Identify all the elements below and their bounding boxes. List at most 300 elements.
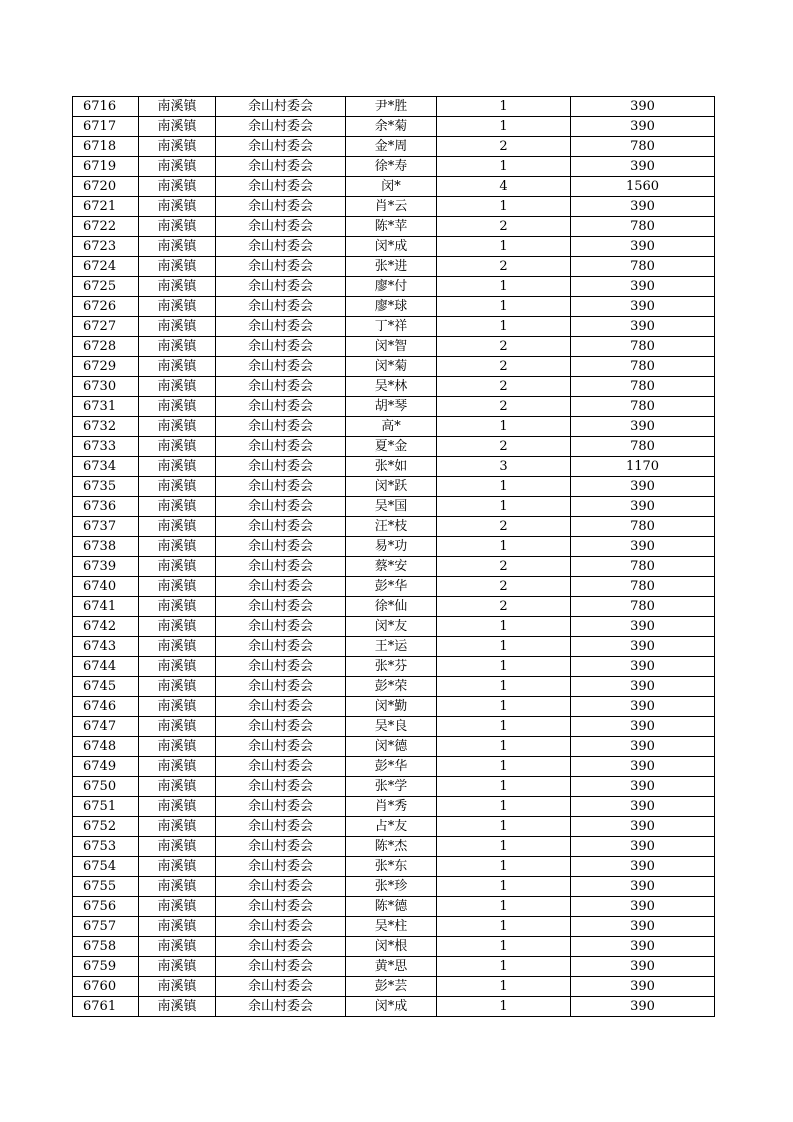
town-cell: 南溪镇: [139, 757, 216, 777]
village-committee-cell: 余山村委会: [216, 357, 346, 377]
table-row: [73, 697, 715, 717]
household-count-cell: 1: [437, 277, 571, 297]
name-cell: 张*珍: [346, 877, 437, 897]
amount-cell: 390: [571, 837, 715, 857]
household-count-cell: 1: [437, 717, 571, 737]
amount-cell: 780: [571, 357, 715, 377]
village-committee-cell: 余山村委会: [216, 297, 346, 317]
village-committee-cell: 余山村委会: [216, 977, 346, 997]
row-number-cell: 6717: [73, 117, 139, 137]
name-cell: 占*友: [346, 817, 437, 837]
village-committee-cell: 余山村委会: [216, 637, 346, 657]
town-cell: 南溪镇: [139, 657, 216, 677]
name-cell: 张*东: [346, 857, 437, 877]
town-cell: 南溪镇: [139, 577, 216, 597]
amount-cell: 780: [571, 557, 715, 577]
amount-cell: 390: [571, 497, 715, 517]
town-cell: 南溪镇: [139, 477, 216, 497]
household-count-cell: 1: [437, 817, 571, 837]
village-committee-cell: 余山村委会: [216, 457, 346, 477]
name-cell: 余*菊: [346, 117, 437, 137]
village-committee-cell: 余山村委会: [216, 737, 346, 757]
name-cell: 彭*华: [346, 757, 437, 777]
town-cell: 南溪镇: [139, 817, 216, 837]
row-number-cell: 6745: [73, 677, 139, 697]
amount-cell: 780: [571, 577, 715, 597]
household-count-cell: 1: [437, 917, 571, 937]
row-number-cell: 6729: [73, 357, 139, 377]
town-cell: 南溪镇: [139, 977, 216, 997]
village-committee-cell: 余山村委会: [216, 497, 346, 517]
table-row: [73, 217, 715, 237]
table-row: [73, 197, 715, 217]
name-cell: 张*进: [346, 257, 437, 277]
household-count-cell: 2: [437, 577, 571, 597]
town-cell: 南溪镇: [139, 117, 216, 137]
town-cell: 南溪镇: [139, 497, 216, 517]
name-cell: 廖*球: [346, 297, 437, 317]
amount-cell: 780: [571, 337, 715, 357]
village-committee-cell: 余山村委会: [216, 377, 346, 397]
town-cell: 南溪镇: [139, 377, 216, 397]
household-count-cell: 1: [437, 537, 571, 557]
name-cell: 吴*良: [346, 717, 437, 737]
row-number-cell: 6732: [73, 417, 139, 437]
town-cell: 南溪镇: [139, 617, 216, 637]
village-committee-cell: 余山村委会: [216, 857, 346, 877]
household-count-cell: 2: [437, 557, 571, 577]
household-count-cell: 1: [437, 617, 571, 637]
village-committee-cell: 余山村委会: [216, 817, 346, 837]
amount-cell: 390: [571, 797, 715, 817]
village-committee-cell: 余山村委会: [216, 137, 346, 157]
name-cell: 夏*金: [346, 437, 437, 457]
name-cell: 闵*根: [346, 937, 437, 957]
row-number-cell: 6748: [73, 737, 139, 757]
table-row: [73, 457, 715, 477]
household-count-cell: 2: [437, 257, 571, 277]
name-cell: 汪*枝: [346, 517, 437, 537]
name-cell: 闵*: [346, 177, 437, 197]
household-count-cell: 1: [437, 977, 571, 997]
village-committee-cell: 余山村委会: [216, 257, 346, 277]
household-count-cell: 1: [437, 157, 571, 177]
row-number-cell: 6747: [73, 717, 139, 737]
household-count-cell: 2: [437, 597, 571, 617]
amount-cell: 780: [571, 217, 715, 237]
amount-cell: 780: [571, 257, 715, 277]
household-count-cell: 1: [437, 877, 571, 897]
amount-cell: 390: [571, 737, 715, 757]
name-cell: 陈*苹: [346, 217, 437, 237]
amount-cell: 1170: [571, 457, 715, 477]
row-number-cell: 6750: [73, 777, 139, 797]
row-number-cell: 6740: [73, 577, 139, 597]
name-cell: 尹*胜: [346, 97, 437, 117]
name-cell: 吴*柱: [346, 917, 437, 937]
town-cell: 南溪镇: [139, 957, 216, 977]
name-cell: 丁*祥: [346, 317, 437, 337]
name-cell: 王*运: [346, 637, 437, 657]
amount-cell: 390: [571, 317, 715, 337]
town-cell: 南溪镇: [139, 197, 216, 217]
household-count-cell: 1: [437, 797, 571, 817]
name-cell: 金*周: [346, 137, 437, 157]
town-cell: 南溪镇: [139, 937, 216, 957]
row-number-cell: 6753: [73, 837, 139, 857]
town-cell: 南溪镇: [139, 97, 216, 117]
town-cell: 南溪镇: [139, 777, 216, 797]
household-count-cell: 1: [437, 317, 571, 337]
row-number-cell: 6760: [73, 977, 139, 997]
household-count-cell: 1: [437, 897, 571, 917]
village-committee-cell: 余山村委会: [216, 117, 346, 137]
town-cell: 南溪镇: [139, 717, 216, 737]
table-row: [73, 357, 715, 377]
data-table: [72, 96, 715, 1017]
table-row: [73, 677, 715, 697]
village-committee-cell: 余山村委会: [216, 797, 346, 817]
household-count-cell: 2: [437, 357, 571, 377]
name-cell: 闵*友: [346, 617, 437, 637]
household-count-cell: 2: [437, 397, 571, 417]
row-number-cell: 6722: [73, 217, 139, 237]
amount-cell: 390: [571, 477, 715, 497]
name-cell: 徐*仙: [346, 597, 437, 617]
amount-cell: 390: [571, 757, 715, 777]
household-count-cell: 1: [437, 637, 571, 657]
row-number-cell: 6759: [73, 957, 139, 977]
table-row: [73, 337, 715, 357]
amount-cell: 390: [571, 237, 715, 257]
table-row: [73, 177, 715, 197]
town-cell: 南溪镇: [139, 157, 216, 177]
name-cell: 闵*跃: [346, 477, 437, 497]
town-cell: 南溪镇: [139, 877, 216, 897]
town-cell: 南溪镇: [139, 537, 216, 557]
name-cell: 闵*智: [346, 337, 437, 357]
town-cell: 南溪镇: [139, 277, 216, 297]
amount-cell: 390: [571, 697, 715, 717]
name-cell: 易*功: [346, 537, 437, 557]
town-cell: 南溪镇: [139, 797, 216, 817]
village-committee-cell: 余山村委会: [216, 677, 346, 697]
table-row: [73, 117, 715, 137]
amount-cell: 390: [571, 117, 715, 137]
village-committee-cell: 余山村委会: [216, 437, 346, 457]
row-number-cell: 6731: [73, 397, 139, 417]
row-number-cell: 6736: [73, 497, 139, 517]
name-cell: 闵*成: [346, 997, 437, 1017]
amount-cell: 780: [571, 397, 715, 417]
household-count-cell: 1: [437, 117, 571, 137]
village-committee-cell: 余山村委会: [216, 157, 346, 177]
household-count-cell: 1: [437, 837, 571, 857]
town-cell: 南溪镇: [139, 417, 216, 437]
amount-cell: 390: [571, 937, 715, 957]
row-number-cell: 6741: [73, 597, 139, 617]
table-row: [73, 297, 715, 317]
row-number-cell: 6727: [73, 317, 139, 337]
village-committee-cell: 余山村委会: [216, 997, 346, 1017]
row-number-cell: 6742: [73, 617, 139, 637]
town-cell: 南溪镇: [139, 457, 216, 477]
row-number-cell: 6743: [73, 637, 139, 657]
table-row: [73, 997, 715, 1017]
table-row: [73, 757, 715, 777]
town-cell: 南溪镇: [139, 557, 216, 577]
household-count-cell: 1: [437, 497, 571, 517]
amount-cell: 780: [571, 517, 715, 537]
table-row: [73, 497, 715, 517]
village-committee-cell: 余山村委会: [216, 97, 346, 117]
row-number-cell: 6721: [73, 197, 139, 217]
row-number-cell: 6719: [73, 157, 139, 177]
household-count-cell: 1: [437, 97, 571, 117]
table-row: [73, 137, 715, 157]
amount-cell: 390: [571, 917, 715, 937]
table-row: [73, 277, 715, 297]
row-number-cell: 6734: [73, 457, 139, 477]
village-committee-cell: 余山村委会: [216, 317, 346, 337]
village-committee-cell: 余山村委会: [216, 837, 346, 857]
town-cell: 南溪镇: [139, 517, 216, 537]
table-row: [73, 317, 715, 337]
household-count-cell: 1: [437, 417, 571, 437]
household-count-cell: 1: [437, 677, 571, 697]
amount-cell: 390: [571, 677, 715, 697]
row-number-cell: 6730: [73, 377, 139, 397]
name-cell: 闵*菊: [346, 357, 437, 377]
household-count-cell: 3: [437, 457, 571, 477]
table-row: [73, 237, 715, 257]
amount-cell: 780: [571, 377, 715, 397]
row-number-cell: 6735: [73, 477, 139, 497]
table-row: [73, 437, 715, 457]
village-committee-cell: 余山村委会: [216, 177, 346, 197]
row-number-cell: 6761: [73, 997, 139, 1017]
town-cell: 南溪镇: [139, 857, 216, 877]
amount-cell: 780: [571, 437, 715, 457]
name-cell: 胡*琴: [346, 397, 437, 417]
household-count-cell: 4: [437, 177, 571, 197]
village-committee-cell: 余山村委会: [216, 757, 346, 777]
row-number-cell: 6749: [73, 757, 139, 777]
town-cell: 南溪镇: [139, 437, 216, 457]
town-cell: 南溪镇: [139, 337, 216, 357]
town-cell: 南溪镇: [139, 917, 216, 937]
town-cell: 南溪镇: [139, 317, 216, 337]
town-cell: 南溪镇: [139, 997, 216, 1017]
table-row: [73, 797, 715, 817]
table-row: [73, 897, 715, 917]
amount-cell: 1560: [571, 177, 715, 197]
household-count-cell: 1: [437, 997, 571, 1017]
village-committee-cell: 余山村委会: [216, 937, 346, 957]
row-number-cell: 6737: [73, 517, 139, 537]
town-cell: 南溪镇: [139, 677, 216, 697]
household-count-cell: 1: [437, 777, 571, 797]
table-row: [73, 917, 715, 937]
town-cell: 南溪镇: [139, 637, 216, 657]
village-committee-cell: 余山村委会: [216, 897, 346, 917]
row-number-cell: 6726: [73, 297, 139, 317]
village-committee-cell: 余山村委会: [216, 397, 346, 417]
amount-cell: 390: [571, 417, 715, 437]
row-number-cell: 6754: [73, 857, 139, 877]
village-committee-cell: 余山村委会: [216, 917, 346, 937]
amount-cell: 390: [571, 97, 715, 117]
village-committee-cell: 余山村委会: [216, 777, 346, 797]
table-row: [73, 937, 715, 957]
town-cell: 南溪镇: [139, 177, 216, 197]
amount-cell: 780: [571, 137, 715, 157]
table-row: [73, 577, 715, 597]
village-committee-cell: 余山村委会: [216, 597, 346, 617]
village-committee-cell: 余山村委会: [216, 217, 346, 237]
row-number-cell: 6752: [73, 817, 139, 837]
table-row: [73, 597, 715, 617]
table-row: [73, 477, 715, 497]
name-cell: 闵*成: [346, 237, 437, 257]
amount-cell: 390: [571, 777, 715, 797]
amount-cell: 390: [571, 157, 715, 177]
town-cell: 南溪镇: [139, 217, 216, 237]
row-number-cell: 6758: [73, 937, 139, 957]
table-row: [73, 417, 715, 437]
village-committee-cell: 余山村委会: [216, 557, 346, 577]
row-number-cell: 6746: [73, 697, 139, 717]
household-count-cell: 1: [437, 857, 571, 877]
table-row: [73, 817, 715, 837]
row-number-cell: 6755: [73, 877, 139, 897]
table-row: [73, 857, 715, 877]
name-cell: 黄*思: [346, 957, 437, 977]
table-body: [73, 97, 715, 1017]
village-committee-cell: 余山村委会: [216, 877, 346, 897]
household-count-cell: 1: [437, 657, 571, 677]
table-row: [73, 97, 715, 117]
row-number-cell: 6739: [73, 557, 139, 577]
row-number-cell: 6723: [73, 237, 139, 257]
table-row: [73, 877, 715, 897]
household-count-cell: 2: [437, 517, 571, 537]
table-row: [73, 537, 715, 557]
table-row: [73, 397, 715, 417]
amount-cell: 390: [571, 977, 715, 997]
row-number-cell: 6728: [73, 337, 139, 357]
household-count-cell: 1: [437, 477, 571, 497]
household-count-cell: 1: [437, 197, 571, 217]
amount-cell: 390: [571, 877, 715, 897]
table-row: [73, 617, 715, 637]
name-cell: 吴*国: [346, 497, 437, 517]
table-row: [73, 657, 715, 677]
town-cell: 南溪镇: [139, 357, 216, 377]
table-row: [73, 717, 715, 737]
name-cell: 彭*芸: [346, 977, 437, 997]
table-row: [73, 557, 715, 577]
village-committee-cell: 余山村委会: [216, 277, 346, 297]
amount-cell: 390: [571, 997, 715, 1017]
household-count-cell: 1: [437, 697, 571, 717]
name-cell: 徐*寿: [346, 157, 437, 177]
name-cell: 闵*勤: [346, 697, 437, 717]
amount-cell: 780: [571, 597, 715, 617]
row-number-cell: 6751: [73, 797, 139, 817]
village-committee-cell: 余山村委会: [216, 417, 346, 437]
town-cell: 南溪镇: [139, 697, 216, 717]
town-cell: 南溪镇: [139, 137, 216, 157]
name-cell: 陈*杰: [346, 837, 437, 857]
row-number-cell: 6744: [73, 657, 139, 677]
name-cell: 吴*林: [346, 377, 437, 397]
village-committee-cell: 余山村委会: [216, 697, 346, 717]
town-cell: 南溪镇: [139, 737, 216, 757]
table-row: [73, 837, 715, 857]
name-cell: 张*学: [346, 777, 437, 797]
amount-cell: 390: [571, 277, 715, 297]
amount-cell: 390: [571, 617, 715, 637]
town-cell: 南溪镇: [139, 597, 216, 617]
row-number-cell: 6724: [73, 257, 139, 277]
village-committee-cell: 余山村委会: [216, 657, 346, 677]
village-committee-cell: 余山村委会: [216, 337, 346, 357]
name-cell: 陈*德: [346, 897, 437, 917]
village-committee-cell: 余山村委会: [216, 717, 346, 737]
village-committee-cell: 余山村委会: [216, 237, 346, 257]
row-number-cell: 6757: [73, 917, 139, 937]
table-row: [73, 637, 715, 657]
village-committee-cell: 余山村委会: [216, 477, 346, 497]
row-number-cell: 6738: [73, 537, 139, 557]
name-cell: 高*: [346, 417, 437, 437]
town-cell: 南溪镇: [139, 237, 216, 257]
table-row: [73, 977, 715, 997]
row-number-cell: 6716: [73, 97, 139, 117]
table-row: [73, 257, 715, 277]
household-count-cell: 2: [437, 437, 571, 457]
village-committee-cell: 余山村委会: [216, 517, 346, 537]
name-cell: 肖*云: [346, 197, 437, 217]
table-row: [73, 517, 715, 537]
amount-cell: 390: [571, 637, 715, 657]
household-count-cell: 1: [437, 957, 571, 977]
name-cell: 闵*德: [346, 737, 437, 757]
name-cell: 彭*华: [346, 577, 437, 597]
amount-cell: 390: [571, 817, 715, 837]
village-committee-cell: 余山村委会: [216, 957, 346, 977]
household-count-cell: 1: [437, 757, 571, 777]
name-cell: 肖*秀: [346, 797, 437, 817]
amount-cell: 390: [571, 657, 715, 677]
household-count-cell: 1: [437, 237, 571, 257]
row-number-cell: 6733: [73, 437, 139, 457]
amount-cell: 390: [571, 897, 715, 917]
amount-cell: 390: [571, 537, 715, 557]
town-cell: 南溪镇: [139, 837, 216, 857]
amount-cell: 390: [571, 857, 715, 877]
name-cell: 彭*荣: [346, 677, 437, 697]
table-row: [73, 157, 715, 177]
row-number-cell: 6725: [73, 277, 139, 297]
household-count-cell: 2: [437, 377, 571, 397]
name-cell: 张*如: [346, 457, 437, 477]
row-number-cell: 6720: [73, 177, 139, 197]
village-committee-cell: 余山村委会: [216, 577, 346, 597]
town-cell: 南溪镇: [139, 297, 216, 317]
table-row: [73, 377, 715, 397]
